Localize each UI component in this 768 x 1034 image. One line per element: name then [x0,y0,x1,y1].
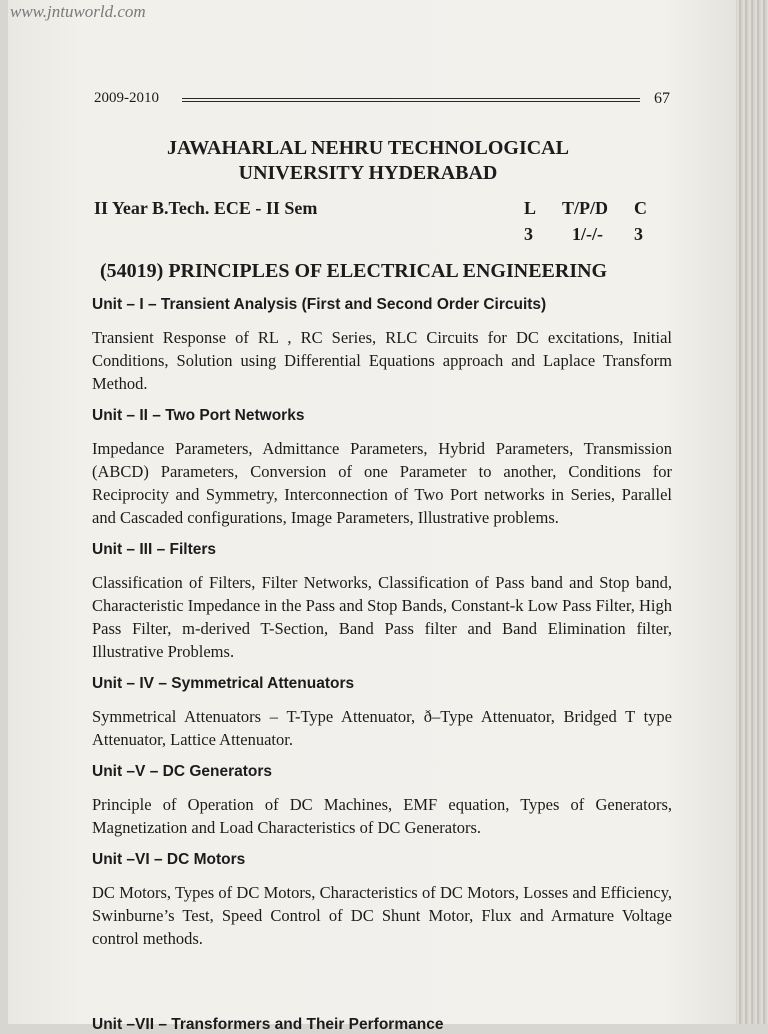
unit-section [92,675,672,751]
university-name [108,136,628,186]
watermark-url: www.jntuworld.com [10,2,146,21]
value-c: 3 [634,224,643,244]
col-header-l: L [524,198,537,218]
value-l: 3 [524,224,533,244]
running-header [94,90,674,108]
unit-title: Unit – I – Transient Analysis (First and Second Order Circuits) [92,296,547,313]
academic-year: 2009-2010 [94,90,159,106]
year-branch: II Year B.Tech. ECE - II Sem [94,198,318,218]
unit-section [92,407,672,529]
subject-title: (54019) PRINCIPLES OF ELECTRICAL ENGINEERING [100,260,608,282]
unit-title: Unit – III – Filters [92,541,217,558]
unit-title: Unit – IV – Symmetrical Attenuators [92,675,355,692]
unit-title: Unit –VI – DC Motors [92,851,246,868]
university-line-1: JAWAHARLAL NEHRU TECHNOLOGICAL [167,137,569,159]
col-header-c: C [634,198,647,218]
unit-title: Unit –V – DC Generators [92,763,273,780]
unit-section [92,541,672,663]
book-page-edges [736,0,768,1024]
header-rule [182,98,640,102]
course-info [94,198,654,248]
document-page [8,0,736,1033]
unit-section [92,296,672,395]
unit-body: Impedance Parameters, Admittance Parameters, Hybrid Parameters, Transmission (ABCD) Parameters, Conversion of one Parameter to another, Conditions for Reciprocity and Symmetry, Interconnection of Two Port networks in Series, Parallel and Cascaded configurations, Image Parameters, Illustrative problems. [92,439,672,527]
page-number: 67 [654,90,670,107]
unit-title: Unit – II – Two Port Networks [92,407,305,424]
unit-section [92,851,672,950]
unit-section [92,763,672,839]
unit-body: Principle of Operation of DC Machines, EMF equation, Types of Generators, Magnetization and Load Characteristics of DC Generators. [92,795,672,837]
value-tpd: 1/-/- [572,224,603,244]
unit-body: DC Motors, Types of DC Motors, Characteristics of DC Motors, Losses and Efficiency, Swinburne’s Test, Speed Control of DC Shunt Motor, Flux and Armature Voltage control methods. [92,883,672,948]
syllabus-content [92,296,672,962]
col-header-tpd: T/P/D [562,198,609,218]
cut-off-heading: Unit –VII – Transformers and Their Performance [92,1016,444,1033]
unit-body: Classification of Filters, Filter Networks, Classification of Pass band and Stop band, Characteristic Impedance in the Pass and Stop Bands, Constant-k Low Pass Filter, High Pass Filter, m-derived T-Section, Band Pass filter and Band Elimination filter, Illustrative Problems. [92,573,672,661]
university-line-2: UNIVERSITY HYDERABAD [238,162,498,184]
unit-body: Symmetrical Attenuators – T-Type Attenuator, ð–Type Attenuator, Bridged T type Attenuator, Lattice Attenuator. [92,707,672,749]
unit-body: Transient Response of RL , RC Series, RLC Circuits for DC excitations, Initial Conditions, Solution using Differential Equations approach and Laplace Transform Method. [92,328,672,393]
